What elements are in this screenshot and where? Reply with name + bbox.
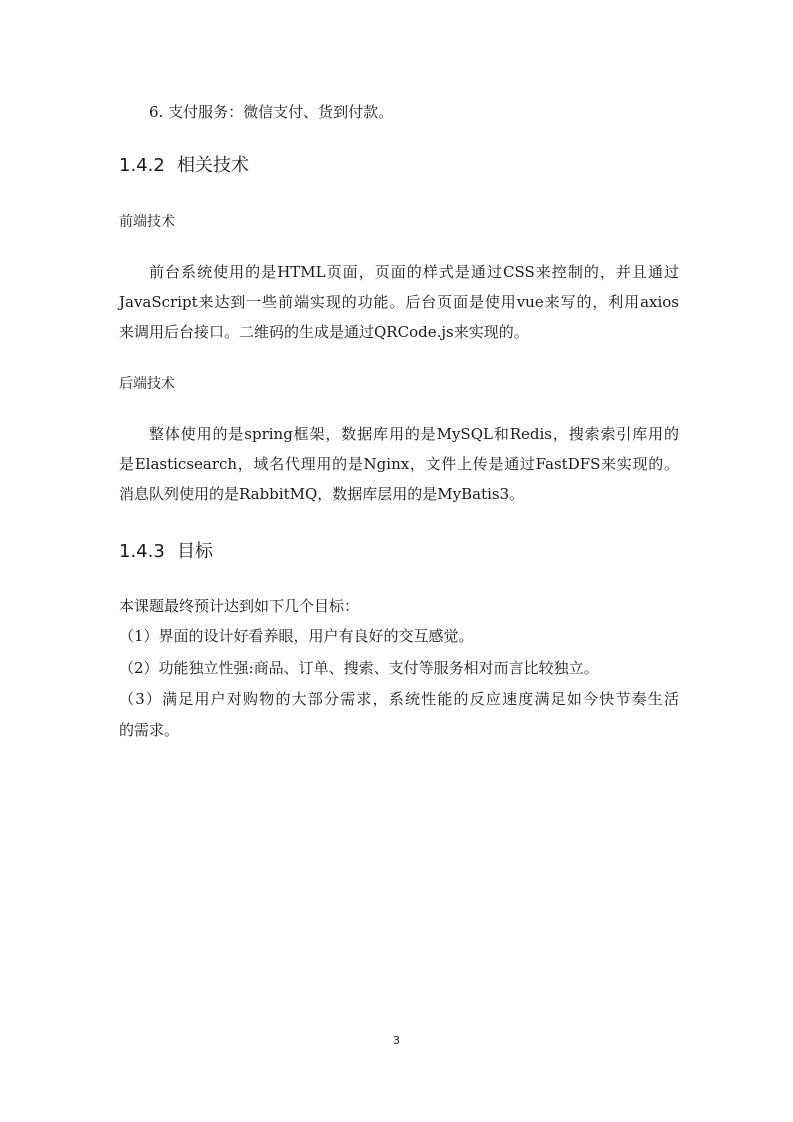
paragraph-line: 是Elasticsearch，域名代理用的是Nginx，文件上传是通过FastDFS来实现的。 [119, 455, 679, 473]
section-title: 相关技术 [177, 155, 249, 176]
paragraph-line: 整体使用的是spring框架，数据库用的是MySQL和Redis，搜索索引库用的 [149, 425, 679, 443]
section-title: 目标 [177, 541, 213, 562]
section-heading-1-4-2 [119, 154, 249, 178]
paragraph-line: 消息队列使用的是RabbitMQ，数据库层用的是MyBatis3。 [119, 485, 525, 503]
goal-item: （2）功能独立性强:商品、订单、搜索、支付等服务相对而言比较独立。 [119, 659, 599, 677]
goal-item: （1）界面的设计好看养眼，用户有良好的交互感觉。 [119, 627, 474, 645]
goal-item-continuation: 的需求。 [119, 721, 180, 739]
paragraph-line: 前台系统使用的是HTML页面，页面的样式是通过CSS来控制的，并且通过 [149, 263, 679, 281]
paragraph-line: 来调用后台接口。二维码的生成是通过QRCode.js来实现的。 [119, 323, 529, 341]
goals-intro: 本课题最终预计达到如下几个目标： [119, 597, 360, 615]
page-number: 3 [393, 1034, 400, 1047]
paragraph-line: JavaScript来达到一些前端实现的功能。后台页面是使用vue来写的，利用axios [119, 293, 679, 311]
list-item-payment-service: 6. 支付服务：微信支付、货到付款。 [149, 103, 394, 121]
subheading-backend: 后端技术 [119, 376, 175, 392]
section-heading-1-4-3 [119, 540, 213, 564]
subheading-frontend: 前端技术 [119, 214, 175, 230]
section-number: 1.4.2 [119, 155, 165, 176]
section-number: 1.4.3 [119, 541, 165, 562]
goal-item: （3）满足用户对购物的大部分需求，系统性能的反应速度满足如今快节奏生活 [119, 690, 679, 708]
